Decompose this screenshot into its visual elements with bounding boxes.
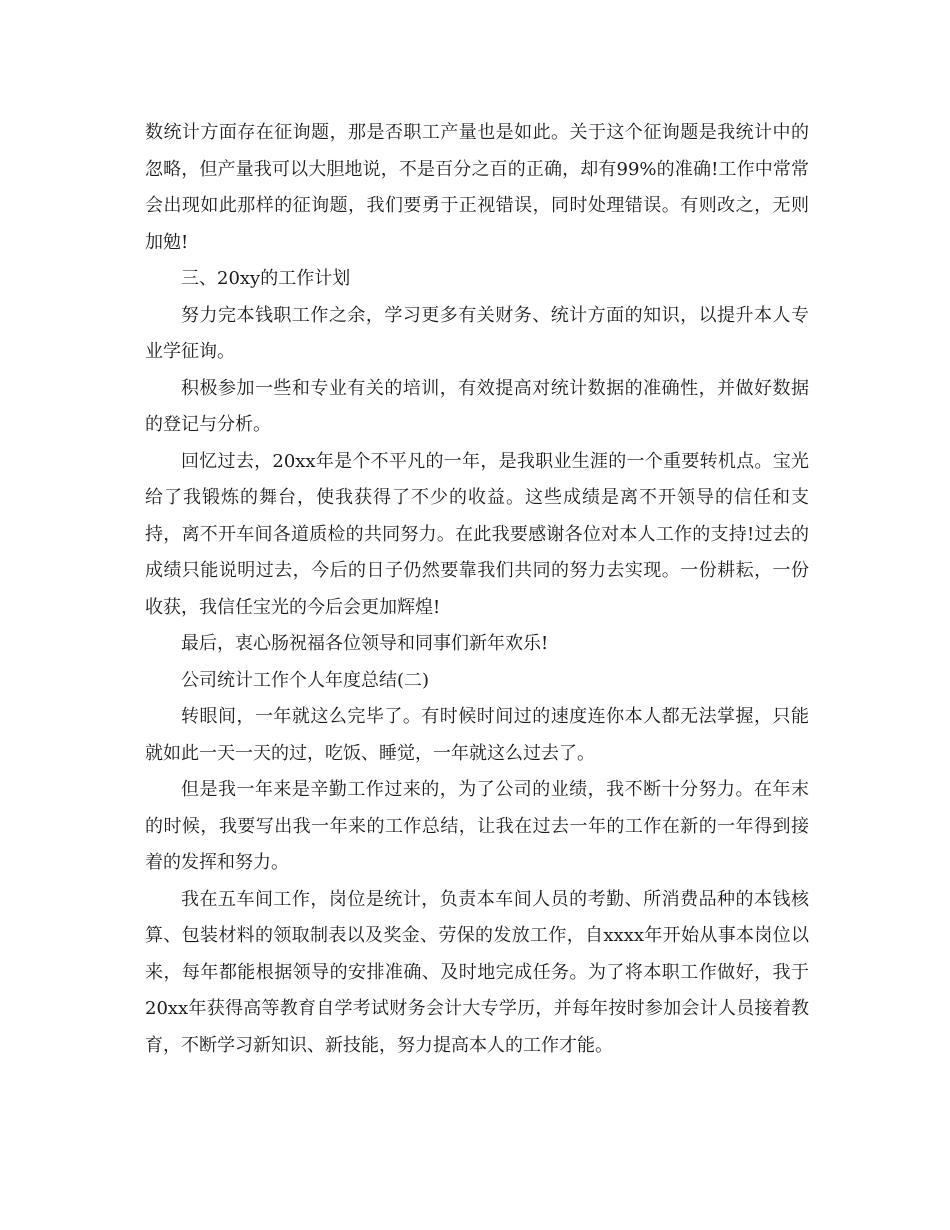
paragraph-plan-study: 努力完本钱职工作之余，学习更多有关财务、统计方面的知识，以提升本人专业学征询。 xyxy=(145,304,809,362)
paragraph-review: 回忆过去，20xx年是个不平凡的一年，是我职业生涯的一个重要转机点。宝光给了我锻炼的舞台，使我获得了不少的收益。这些成绩是离不开领导的信任和支持，离不开车间各道质检的共同努力。在此我要感谢各位对本人工作的支持!过去的成绩只能说明过去，今后的日子仍然要靠我们共同的努力去实现。一份耕耘，一份收获，我信任宝光的今后会更加辉煌! xyxy=(145,450,809,618)
section-heading-summary-two: 公司统计工作个人年度总结(二) xyxy=(181,669,430,691)
paragraph-closing-wishes: 最后，衷心肠祝福各位领导和同事们新年欢乐! xyxy=(181,633,549,654)
paragraph-time-passing: 转眼间，一年就这么完毕了。有时候时间过的速度连你本人都无法掌握，只能就如此一天一天的过，吃饭、睡觉，一年就这么过去了。 xyxy=(145,706,809,764)
paragraph-job-description: 我在五车间工作，岗位是统计，负责本车间人员的考勤、所消费品种的本钱核算、包装材料的领取制表以及奖金、劳保的发放工作，自xxxx年开始从事本岗位以来，每年都能根据领导的安排准确、及时地完成任务。为了将本职工作做好，我于20xx年获得高等教育自学考试财务会计大专学历，并每年按时参加会计人员接着教育，不断学习新知识、新技能，努力提高本人的工作才能。 xyxy=(145,888,809,1056)
document-body xyxy=(145,115,809,1064)
section-heading-work-plan: 三、20xy的工作计划 xyxy=(181,268,351,289)
paragraph-hard-work: 但是我一年来是辛勤工作过来的，为了公司的业绩，我不断十分努力。在年末的时候，我要写出我一年来的工作总结，让我在过去一年的工作在新的一年得到接着的发挥和努力。 xyxy=(145,779,809,873)
paragraph-plan-training: 积极参加一些和专业有关的培训，有效提高对统计数据的准确性，并做好数据的登记与分析。 xyxy=(145,377,809,435)
paragraph-continuation: 数统计方面存在征询题，那是否职工产量也是如此。关于这个征询题是我统计中的忽略，但产量我可以大胆地说，不是百分之百的正确，却有99%的准确!工作中常常会出现如此那样的征询题，我们要勇于正视错误，同时处理错误。有则改之，无则加勉! xyxy=(145,122,809,253)
